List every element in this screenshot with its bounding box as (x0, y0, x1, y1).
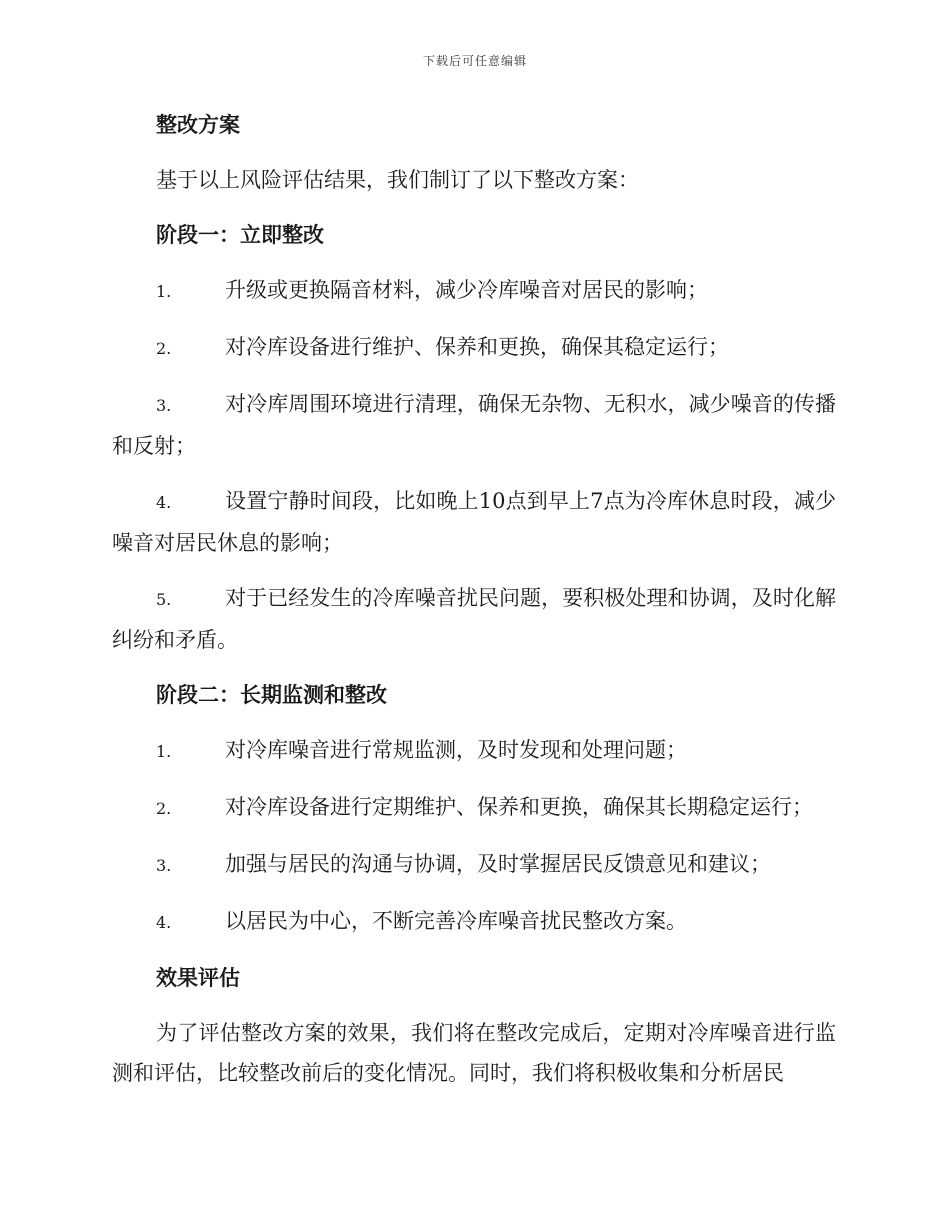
list-item (112, 844, 836, 886)
list-item (112, 481, 836, 563)
list-text: 对冷库设备进行维护、保养和更换，确保其稳定运行； (225, 335, 729, 359)
list-text: 对于已经发生的冷库噪音扰民问题，要积极处理和协调，及时化解纠纷和矛盾。 (112, 586, 836, 652)
document-body (112, 105, 836, 1108)
list-text: 对冷库噪音进行常规监测，及时发现和处理问题； (225, 738, 687, 762)
list-item (112, 787, 836, 829)
list-number: 3. (156, 856, 172, 875)
section-heading-rectification: 整改方案 (156, 112, 240, 137)
list-text: 对冷库设备进行定期维护、保养和更换，确保其长期稳定运行； (225, 795, 813, 819)
list-item (112, 270, 836, 312)
list-item (112, 730, 836, 772)
list-number: 4. (156, 493, 172, 512)
list-number: 2. (156, 339, 172, 358)
list-number: 3. (156, 396, 172, 415)
list-text: 升级或更换隔音材料，减少冷库噪音对居民的影响； (225, 278, 708, 302)
list-item (112, 327, 836, 369)
list-text: 加强与居民的沟通与协调，及时掌握居民反馈意见和建议； (225, 852, 771, 876)
stage1-heading: 阶段一：立即整改 (156, 222, 324, 247)
list-text: 设置宁静时间段，比如晚上10点到早上7点为冷库休息时段，减少噪音对居民休息的影响； (112, 489, 836, 555)
list-number: 1. (156, 742, 172, 761)
list-number: 5. (156, 590, 172, 609)
list-text: 对冷库周围环境进行清理，确保无杂物、无积水，减少噪音的传播和反射； (112, 392, 836, 458)
intro-paragraph: 基于以上风险评估结果，我们制订了以下整改方案： (156, 168, 639, 192)
stage2-heading: 阶段二：长期监测和整改 (156, 682, 387, 707)
list-item (112, 901, 836, 943)
list-item (112, 384, 836, 466)
section-heading-evaluation: 效果评估 (156, 965, 240, 990)
list-number: 2. (156, 799, 172, 818)
list-item (112, 578, 836, 660)
list-number: 1. (156, 282, 172, 301)
list-number: 4. (156, 913, 172, 932)
evaluation-paragraph: 为了评估整改方案的效果，我们将在整改完成后，定期对冷库噪音进行监测和评估，比较整改前后的变化情况。同时，我们将积极收集和分析居民 (112, 1021, 836, 1085)
list-text: 以居民为中心，不断完善冷库噪音扰民整改方案。 (225, 909, 687, 933)
page-header: 下载后可任意编辑 (422, 54, 527, 68)
